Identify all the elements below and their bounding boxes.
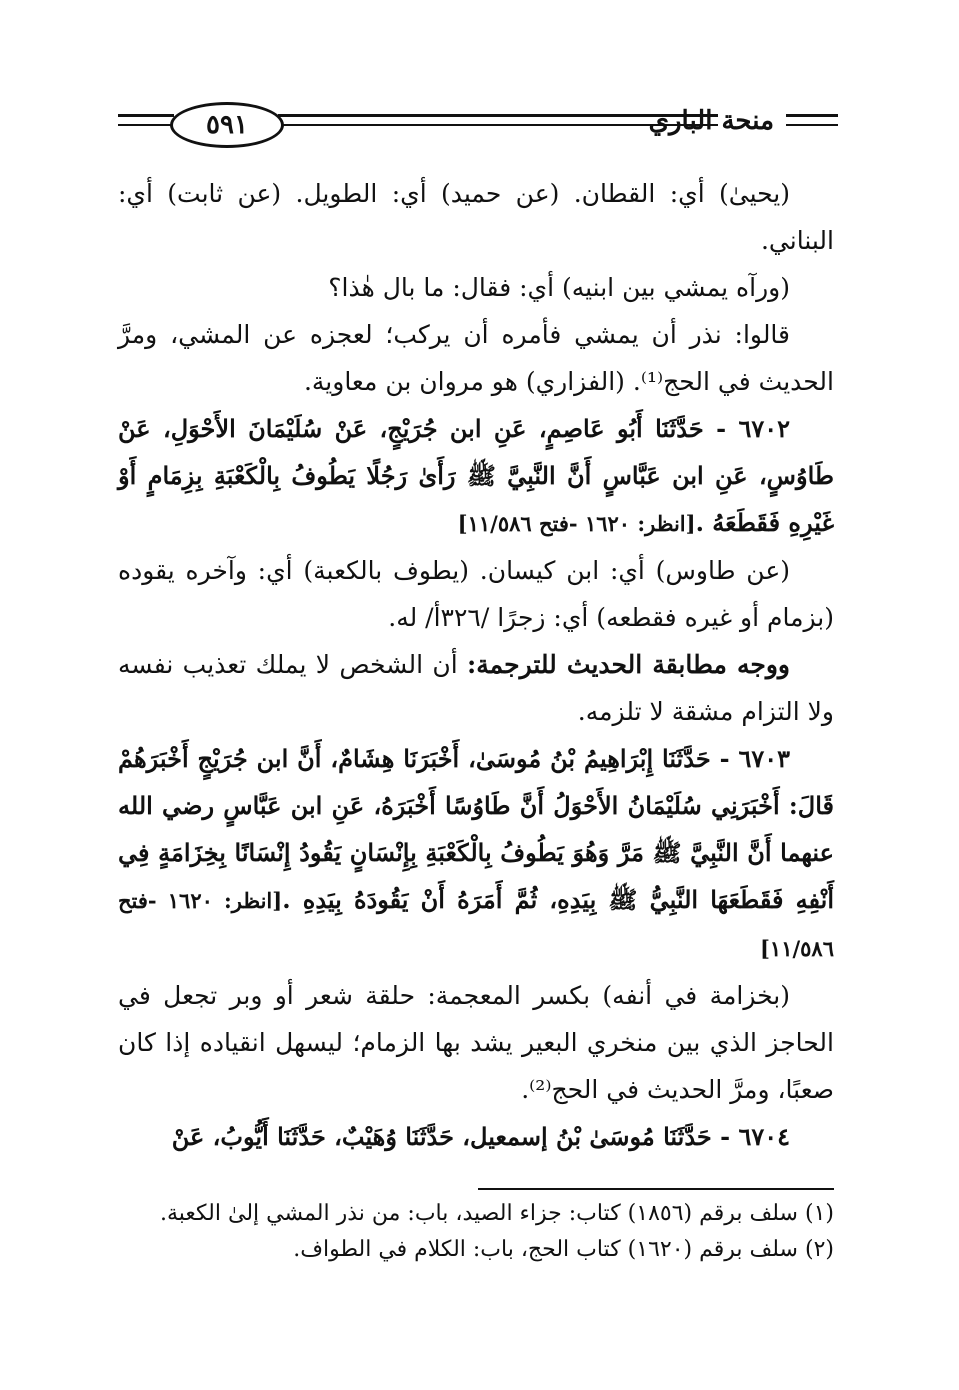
- footnote-separator: [478, 1188, 834, 1190]
- commentary-paragraph-3: قالوا: نذر أن يمشي فأمره أن يركب؛ لعجزه عن المشي، ومرَّ الحديث في الحج⁽¹⁾. (الفزاري) هو مروان بن معاوية.: [118, 320, 834, 396]
- hadith-6702: [118, 405, 834, 547]
- page-header: [118, 92, 838, 152]
- header-rule-right-top: [786, 114, 838, 117]
- commentary-paragraph-5: [118, 641, 834, 735]
- footnote-2: (٢) سلف برقم (١٦٢٠) كتاب الحج، باب: الكلام في الطواف.: [293, 1237, 834, 1262]
- main-text: [118, 170, 834, 1160]
- header-rule-right-bottom: [786, 124, 838, 126]
- hadith-6702-reference: [انظر: ١٦٢٠ -فتح ١١/٥٨٦]: [457, 511, 696, 536]
- hadith-6702-text: ٦٧٠٢ - حَدَّثَنَا أَبُو عَاصِمٍ، عَنِ ابن جُرَيْجٍ، عَنْ سُلَيْمَانَ الأَحْوَلِ، عَنْ طَاوُسٍ، عَنِ ابن عَبَّاسٍ أَنَّ النَّبِيَّ ﷺ رَأَىٰ رَجُلًا يَطُوفُ بِالْكَعْبَةِ بِزِمَامٍ أَوْ غَيْرِهِ فَقَطَعَهُ .: [118, 414, 834, 537]
- commentary-heading: ووجه مطابقة الحديث للترجمة:: [467, 650, 790, 679]
- hadith-6703: [118, 735, 834, 972]
- commentary-paragraph-2: (ورآه يمشي بين ابنيه) أي: فقال: ما بال هٰذا؟: [328, 273, 790, 302]
- hadith-6703-reference: [انظر: ١٦٢٠ -فتح ١١/٥٨٦]: [118, 888, 834, 961]
- hadith-6703-text: ٦٧٠٣ - حَدَّثَنَا إِبْرَاهِيمُ بْنُ مُوسَىٰ، أَخْبَرَنَا هِشَامٌ، أَنَّ ابن جُرَيْجٍ أَخْبَرَهُمْ قَالَ: أَخْبَرَنِي سُلَيْمَانُ الأَحْوَلُ أَنَّ طَاوُسًا أَخْبَرَهُ، عَنِ ابن عَبَّاسٍ رضي الله عنهما أَنَّ النَّبِيَّ ﷺ مَرَّ وَهُوَ يَطُوفُ بِالْكَعْبَةِ بِإِنْسَانٍ يَقُودُ إِنْسَانًا بِخِزَامَةٍ فِي أَنْفِهِ فَقَطَعَهَا النَّبِيُّ ﷺ بِيَدِهِ، ثُمَّ أَمَرَهُ أَنْ يَقُودَهُ بِيَدِهِ .: [118, 744, 834, 914]
- commentary-paragraph-6: (بخزامة في أنفه) بكسر المعجمة: حلقة شعر أو وبر تجعل في الحاجز الذي بين منخري البعير يشد بها الزمام؛ ليسهل انقياده إذا كان صعبًا، ومرَّ الحديث في الحج⁽²⁾.: [118, 981, 834, 1104]
- book-title: منحة الباري: [648, 106, 774, 136]
- hadith-6704: ٦٧٠٤ - حَدَّثَنَا مُوسَىٰ بْنُ إسمعيل، حَدَّثَنَا وُهَيْبٌ، حَدَّثَنَا أَيُّوبُ، عَنْ: [171, 1122, 790, 1151]
- commentary-paragraph-1: (يحيىٰ) أي: القطان. (عن حميد) أي: الطويل. (عن ثابت) أي: البناني.: [118, 179, 834, 255]
- commentary-paragraph-4: (عن طاوس) أي: ابن كيسان. (يطوف بالكعبة) أي: وآخره يقوده (بزمام أو غيره فقطعه) أي: زجرًا /٣٢٦أ/ له.: [118, 556, 834, 632]
- commentary-paragraph-5-text: أن الشخص لا يملك تعذيب نفسه ولا التزام مشقة لا تلزمه.: [118, 650, 834, 726]
- footnotes: [118, 1196, 834, 1268]
- header-rule-left-bottom: [118, 124, 174, 126]
- header-rule-left-top: [118, 114, 174, 117]
- footnote-1: (١) سلف برقم (١٨٥٦) كتاب: جزاء الصيد، باب: من نذر المشي إلىٰ الكعبة.: [159, 1201, 834, 1226]
- page-number: ٥٩١: [170, 102, 284, 148]
